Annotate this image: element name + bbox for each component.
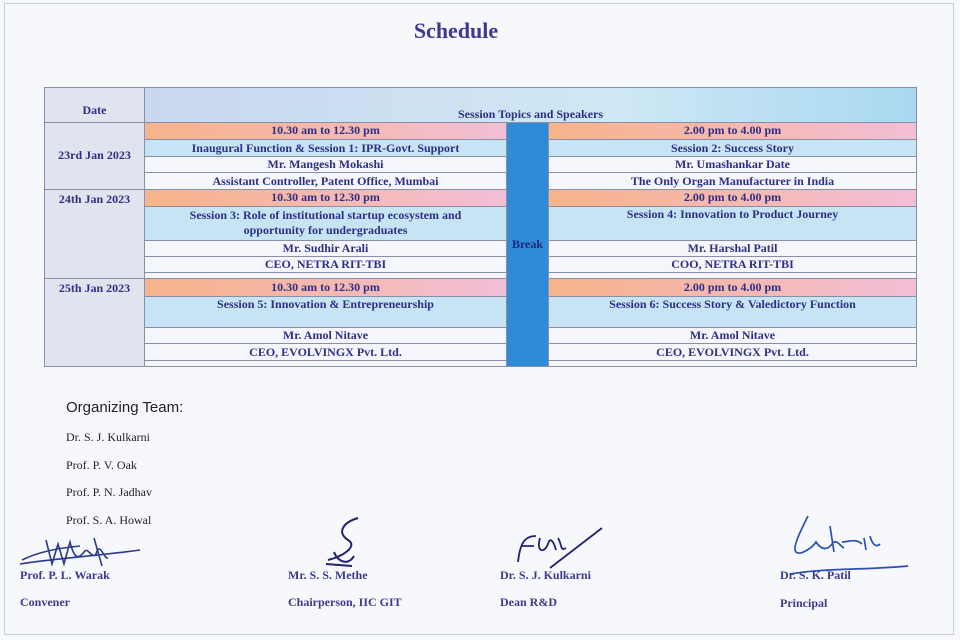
date-cell: 25th Jan 2023	[45, 279, 145, 367]
table-row	[45, 189, 917, 206]
time-slot: 2.00 pm to 4.00 pm	[549, 122, 917, 139]
speaker-name: Mr. Amol Nitave	[549, 328, 917, 344]
date-header: Date	[45, 88, 145, 123]
session-topic: Session 6: Success Story & Valedictory Function	[549, 296, 917, 328]
speaker-name: Mr. Mangesh Mokashi	[145, 157, 507, 173]
speaker-name: Mr. Sudhir Arali	[145, 240, 507, 256]
session-topic: Session 5: Innovation & Entrepreneurship	[145, 296, 507, 328]
table-row	[45, 328, 917, 344]
signatory-name: Dr. S. K. Patil	[780, 568, 851, 582]
schedule-table	[44, 87, 917, 367]
table-row	[45, 240, 917, 256]
session-topic: Session 2: Success Story	[549, 139, 917, 156]
signatory-role: Convener	[20, 595, 70, 609]
time-slot: 10.30 am to 12.30 pm	[145, 122, 507, 139]
speaker-role: The Only Organ Manufacturer in India	[549, 173, 917, 189]
time-slot: 2.00 pm to 4.00 pm	[549, 279, 917, 296]
table-row	[45, 296, 917, 328]
time-slot: 10.30 am to 12.30 pm	[145, 189, 507, 206]
table-row	[45, 139, 917, 156]
team-member: Prof. S. A. Howal	[66, 512, 152, 527]
organizing-team-title: Organizing Team:	[66, 399, 184, 416]
speaker-role: COO, NETRA RIT-TBI	[549, 256, 917, 272]
signature-mark-methe	[318, 512, 378, 572]
date-cell: 24th Jan 2023	[45, 189, 145, 279]
table-row	[45, 279, 917, 296]
session-topic: Session 3: Role of institutional startup ecosystem and opportunity for undergraduates	[145, 207, 507, 241]
topics-header: Session Topics and Speakers	[145, 88, 917, 123]
table-row	[45, 173, 917, 189]
team-member: Prof. P. V. Oak	[66, 457, 137, 472]
date-cell: 23rd Jan 2023	[45, 122, 145, 189]
team-member: Prof. P. N. Jadhav	[66, 485, 152, 499]
signatory-name: Prof. P. L. Warak	[20, 568, 110, 582]
time-slot: 10.30 am to 12.30 pm	[145, 279, 507, 296]
signatory-role: Principal	[780, 596, 828, 610]
signature-mark-kulkarni	[510, 522, 610, 570]
spacer-cell	[549, 360, 917, 366]
speaker-name: Mr. Harshal Patil	[549, 240, 917, 256]
table-row	[45, 207, 917, 241]
page-title: Schedule	[413, 18, 499, 43]
spacer-cell	[145, 360, 507, 366]
speaker-role: CEO, EVOLVINGX Pvt. Ltd.	[145, 344, 507, 360]
organizing-team	[66, 399, 183, 540]
speaker-name: Mr. Amol Nitave	[145, 328, 507, 344]
session-topic: Session 4: Innovation to Product Journey	[549, 207, 917, 241]
speaker-role: CEO, NETRA RIT-TBI	[145, 256, 507, 272]
table-header-row	[45, 88, 917, 123]
table-row	[45, 256, 917, 272]
signatory-name: Dr. S. J. Kulkarni	[500, 568, 591, 582]
time-slot: 2.00 pm to 4.00 pm	[549, 189, 917, 206]
speaker-name: Mr. Umashankar Date	[549, 157, 917, 173]
speaker-role: CEO, EVOLVINGX Pvt. Ltd.	[549, 344, 917, 360]
table-row	[45, 157, 917, 173]
table-row	[45, 360, 917, 366]
signatory-role: Chairperson, IIC GIT	[288, 595, 402, 609]
speaker-role: Assistant Controller, Patent Office, Mumbai	[145, 173, 507, 189]
break-column: Break	[507, 122, 549, 366]
table-row	[45, 122, 917, 139]
table-row	[45, 344, 917, 360]
signatory-role: Dean R&D	[500, 595, 557, 609]
session-topic: Inaugural Function & Session 1: IPR-Govt. Support	[145, 139, 507, 156]
team-member: Dr. S. J. Kulkarni	[66, 430, 150, 444]
signatory-name: Mr. S. S. Methe	[288, 568, 368, 582]
